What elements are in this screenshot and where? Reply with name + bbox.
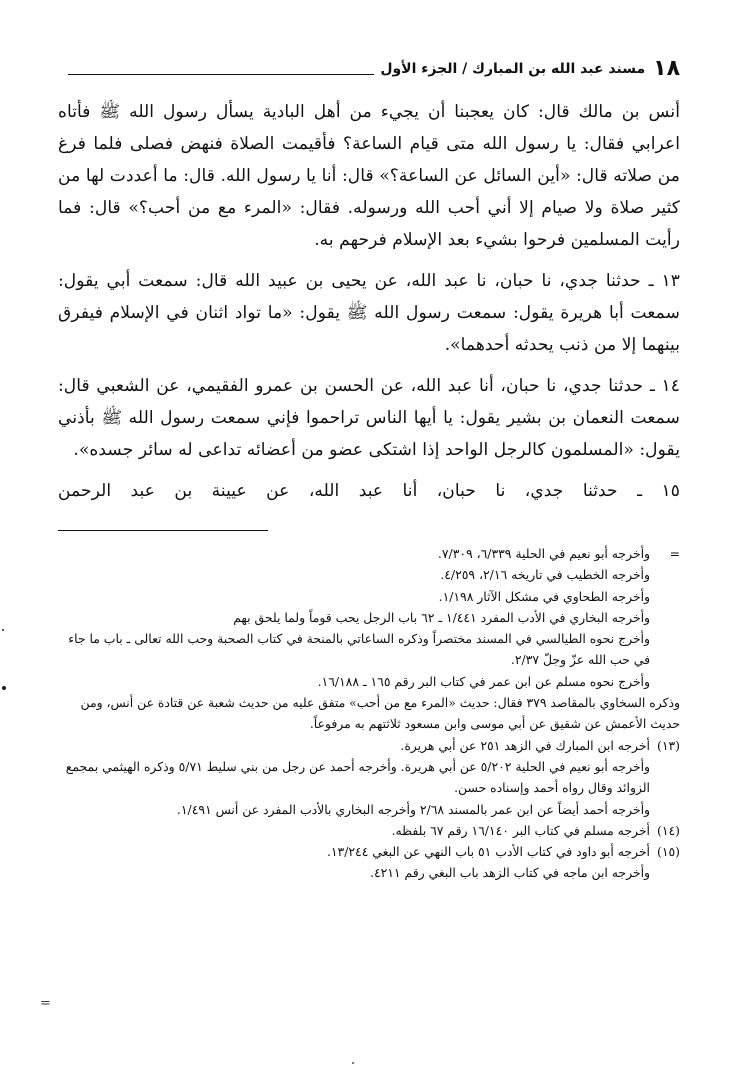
footnote-line: وأخرجه الطحاوي في مشكل الآثار ١/١٩٨.	[438, 588, 650, 604]
footnote-14	[58, 820, 680, 841]
footnote-separator	[58, 530, 268, 531]
footnote-text: أخرجه مسلم في كتاب البر ١٦/١٤٠ رقم ٦٧ بلفظه.	[391, 822, 650, 838]
footnote-text: وأخرجه أبو نعيم في الحلية ٦/٣٣٩، ٧/٣٠٩.	[437, 546, 650, 561]
book-page	[58, 52, 680, 884]
footnote-line: وأخرجه ابن ماجه في كتاب الزهد باب البغي رقم ٤٢١١.	[369, 865, 650, 881]
page-number: ١٨	[653, 56, 680, 81]
footnote-line: وأخرجه أحمد أيضاً عن ابن عمر بالمسند ٢/٦٨ وأخرجه البخاري بالأدب المفرد عن أنس ١/٤٩١.	[176, 801, 650, 817]
footnote-marker: (١٤)	[657, 822, 680, 838]
footnote-line	[58, 735, 680, 756]
footnote-continued	[58, 543, 680, 735]
hadith-14: ١٤ ـ حدثنا جدي، نا حبان، أنا عبد الله، عن الحسن بن عمرو الفقيمي، عن الشعبي قال: سمعت النعمان بن بشير يقول: يا أيها الناس تراحموا فإني سمعت رسول الله ﷺ بأذني يقول: «المسلمون كالرجل الواحد إذا اشتكى عضو من أعضائه تداعى له سائر جسده».	[58, 376, 680, 460]
main-text	[58, 96, 680, 507]
footnote-marker: =	[669, 546, 680, 561]
footnote-line	[58, 841, 680, 862]
hadith-12-continuation: أنس بن مالك قال: كان يعجبنا أن يجيء من أهل البادية يسأل رسول الله ﷺ فأتاه اعرابي فقال: يا رسول الله متى قيام الساعة؟ فأقيمت الصلاة فنهض فصلى فلما فرغ من صلاته قال: «أين السائل عن الساعة؟» قال: أنا يا رسول الله. قال: ما أعددت لها من كثير صلاة ولا صيام إلا أني أحب الله ورسوله. فقال: «المرء مع من أحب؟» قال: فما رأيت المسلمين فرحوا بشيء بعد الإسلام فرحهم به.	[58, 102, 680, 250]
hadith-15-start: ١٥ ـ حدثنا جدي، نا حبان، أنا عبد الله، عن عيينة بن عبد الرحمن	[58, 481, 680, 501]
footnote-marker: (١٣)	[657, 737, 680, 753]
footnote-line: وأخرجه الخطيب في تاريخه ٢/١٦، ٤/٢٥٩.	[440, 567, 650, 583]
footnote-13	[58, 735, 680, 820]
scan-dot	[2, 686, 6, 690]
hadith-13: ١٣ ـ حدثنا جدي، نا حبان، نا عبد الله، عن يحيى بن عبيد الله قال: سمعت أبي يقول: سمعت أبا هريرة يقول: سمعت رسول الله ﷺ يقول: «ما تواد اثنان في الإسلام فيفرق بينهما إلا من ذنب يحدثه أحدهما».	[58, 271, 680, 355]
page-header	[58, 52, 680, 84]
footnote-line: وأخرجه أبو نعيم في الحلية ٥/٢٠٢ عن أبي هريرة. وأخرجه أحمد عن رجل من بني سليط ٥/٧١ وذكره الهيثمي بمجمع الزوائد وقال رواه أحمد وإسناده حسن.	[65, 758, 650, 796]
footnote-separator-wrap	[58, 516, 680, 543]
running-title: مسند عبد الله بن المبارك / الجزء الأول	[380, 61, 646, 77]
footnote-text: أخرجه أبو داود في كتاب الأدب ٥١ باب النهي عن البغي ١٣/٢٤٤.	[326, 844, 650, 860]
footnote-line: وأخرجه البخاري في الأدب المفرد ١/٤٤١ ـ ٦٢ باب الرجل يحب قوماً ولما يلحق بهم	[233, 609, 650, 625]
scan-mark	[2, 629, 4, 631]
margin-continuation-mark: =	[40, 996, 51, 1011]
footnotes	[58, 543, 680, 884]
footnote-marker: (١٥)	[657, 844, 680, 860]
header-rule	[68, 74, 374, 75]
footnote-line: وأخرج نحوه مسلم عن ابن عمر في كتاب البر رقم ١٦٥ ـ ١٦/١٨٨.	[317, 673, 650, 689]
footnote-text: أخرجه ابن المبارك في الزهد ٢٥١ عن أبي هريرة.	[400, 737, 650, 753]
scan-mark-bottom	[352, 1062, 354, 1064]
footnote-line: وأخرج نحوه الطيالسي في المسند مختصراً وذكره الساعاتي بالمنحة في كتاب الصحبة وحب الله تعالى ـ باب ما جاء في حب الله عزّ وجلّ ٢/٣٧.	[68, 631, 650, 668]
footnote-line	[58, 543, 680, 564]
footnote-line	[58, 820, 680, 841]
footnote-15	[58, 841, 680, 884]
footnote-line: وذكره السخاوي بالمقاصد ٣٧٩ فقال: حديث «المرء مع من أحب» متفق عليه من حديث شعبة عن قتادة عن أنس، ومن حديث الأعمش عن شقيق عن أبي موسى وابن مسعود ثلاثتهم به مرفوعاً.	[80, 695, 680, 732]
